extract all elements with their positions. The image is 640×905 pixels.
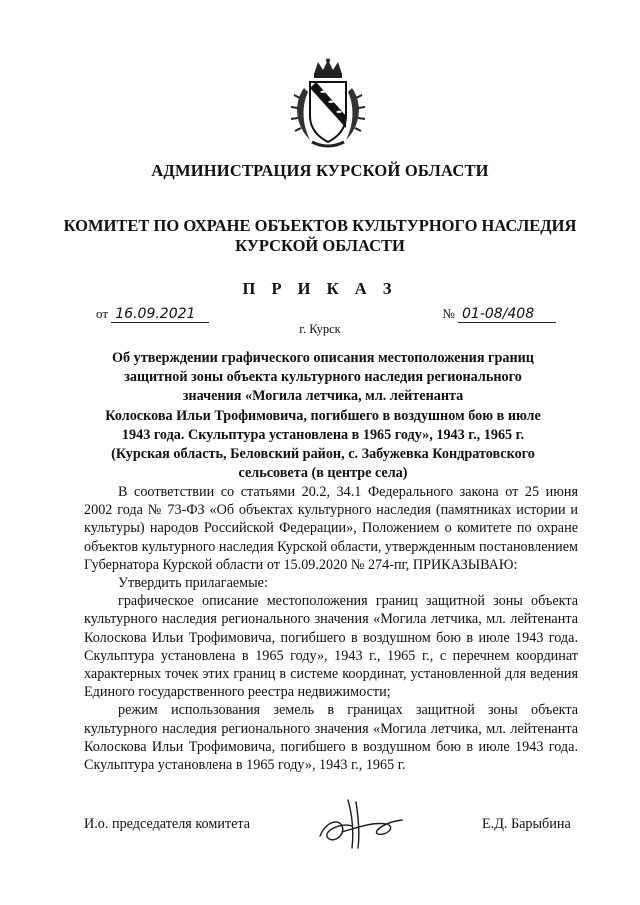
signatory-position: И.о. председателя комитета [84,816,251,832]
order-title: П Р И К А З [242,279,398,298]
committee-heading-line2: КУРСКОЙ ОБЛАСТИ [235,236,405,255]
order-body [84,483,578,774]
order-date [96,306,209,323]
body-paragraph-approve: Утвердить прилагаемые: [118,575,268,592]
committee-heading-line1: КОМИТЕТ ПО ОХРАНЕ ОБЪЕКТОВ КУЛЬТУРНОГО НАСЛЕДИЯ [63,216,577,235]
order-number [442,306,556,323]
handwritten-signature [312,792,422,852]
body-paragraph-land-use-regime: режим использования земель в границах защитной зоны объекта культурного наследия регионального значения «Могила летчика, мл. лейтенанта Колоскова Ильи Трофимовича, погибшего в воздушном бою в июле 1943 года. Скульптура установлена в 1965 году», 1943 г., 1965 г. [84,702,578,774]
committee-heading [60,216,580,256]
signatory-name: Е.Д. Барыбина [482,816,571,832]
body-paragraph-legal-basis: В соответствии со статьями 20.2, 34.1 Федерального закона от 25 июня 2002 года № 73-ФЗ «Об объектах культурного наследия (памятниках истории и культуры) народов Российской Федерации», Положением о комитете по охране объектов культурного наследия Курской области, утвержденным постановлением Губернатора Курской области от 15.09.2020 № 274-пг, ПРИКАЗЫВАЮ: [84,484,578,573]
subject-line: (Курская область, Беловский район, с. Забужевка Кондратовского [111,446,535,463]
body-paragraph-graphic-description: графическое описание местоположения границ защитной зоны объекта культурного наследия регионального значения «Могила летчика, мл. лейтенанта Колоскова Ильи Трофимовича, погибшего в воздушном бою в июле 1943 года. Скульптура установлена в 1965 году», 1943 г., 1965 г., с перечнем координат характерных точек этих границ в системе координат, установленной для ведения Единого государственного реестра недвижимости; [84,593,578,701]
number-prefix: № [442,306,455,321]
subject-line: 1943 года. Скульптура установлена в 1965 году», 1943 г., 1965 г. [121,426,525,443]
number-value: 01-08/408 [458,306,556,323]
date-value: 16.09.2021 [111,306,209,323]
subject-line: защитной зоны объекта культурного наследия регионального [124,369,522,386]
city-label: г. Курск [299,322,341,336]
administration-heading: АДМИНИСТРАЦИЯ КУРСКОЙ ОБЛАСТИ [151,161,489,180]
kursk-coat-of-arms-icon [290,58,366,150]
subject-line: значения «Могила летчика, мл. лейтенанта [182,388,464,405]
subject-line: сельсовета (в центре села) [238,465,408,482]
date-prefix: от [96,306,109,321]
order-subject [78,349,568,483]
subject-line: Об утверждении графического описания местоположения границ [111,350,534,366]
subject-line: Колоскова Ильи Трофимовича, погибшего в воздушном бою в июле [105,407,541,424]
